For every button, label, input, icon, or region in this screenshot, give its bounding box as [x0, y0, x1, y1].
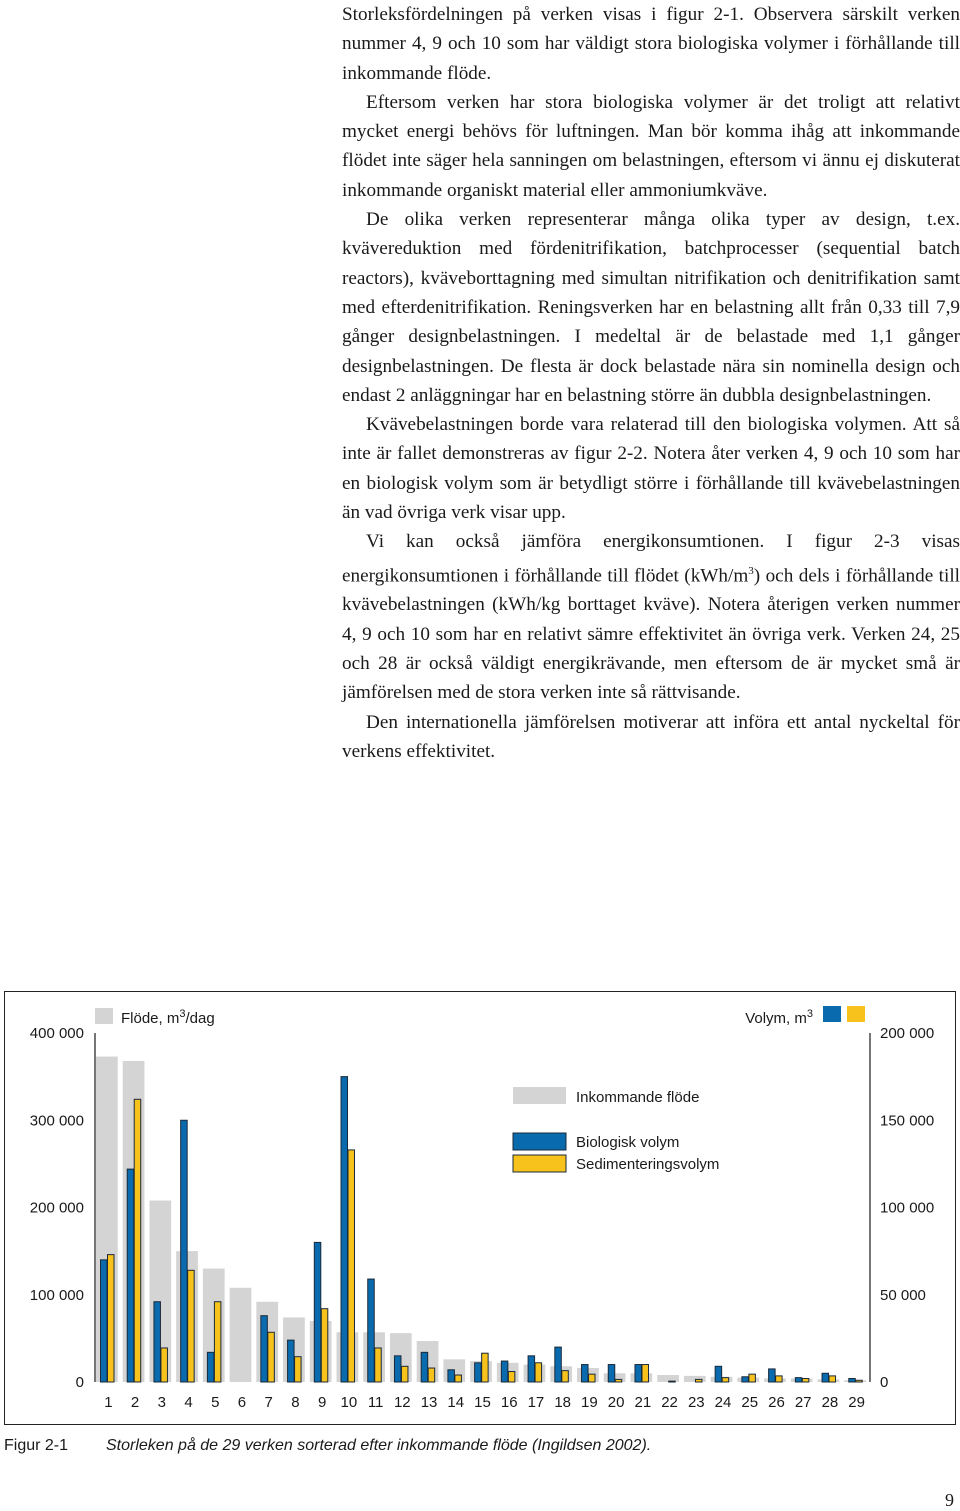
x-tick-label: 26 — [768, 1394, 785, 1411]
paragraph: Vi kan också jämföra energikonsumtionen. I figur 2-3 visas energikonsumtionen i förhållande till flödet $(kWh/m^3)$ och dels i förhållande till kvävebelastningen (kWh/kg borttaget kväve). Notera återigen verken nummer 4, 9 och 10 som har en relativt sämre effektivitet än övriga verk. Verken 24, 25 och 28 är också väldigt energikrävande, men eftersom de är mycket små är jämförelsen med de stora verken inte så rättvisande. — [342, 531, 960, 704]
bar-chart — [5, 992, 955, 1424]
bar-bio-29 — [849, 1379, 856, 1382]
x-tick-label: 13 — [420, 1394, 438, 1411]
bar-bio-27 — [795, 1378, 802, 1382]
paragraph: Kvävebelastningen borde vara relaterad till den biologiska volymen. Att så inte är fallet demonstreras av figur 2-2. Notera åter verken 4, 9 och 10 som har en biologisk volym som är betydligt större i förhållande till kvävebelastningen än vad övriga verk visar upp. — [342, 414, 960, 524]
x-tick-label: 2 — [130, 1394, 140, 1411]
bar-bio-10 — [341, 1077, 348, 1382]
bar-sed-28 — [829, 1376, 836, 1382]
bar-sed-7 — [268, 1332, 275, 1382]
left-tick-label: 300 000 — [29, 1112, 84, 1130]
right-tick-label: 50 000 — [880, 1286, 926, 1304]
paragraph: Storleksfördelningen på verken visas i figur 2-1. Observera särskilt verken nummer 4, 9 och 10 som har väldigt stora biologiska volymer i förhållande till inkommande flöde. — [342, 4, 960, 84]
bar-bio-16 — [501, 1361, 508, 1382]
paragraph: De olika verken representerar många olika typer av design, t.ex. kvävereduktion med fördenitrifikation, batchprocesser (sequential batch reactors), kväveborttagning med simultan nitrifikation och denitrifikation samt med efterdenitrifikation. Reningsverken har en belastning allt från 0,33 till 7,9 gånger designbelastningen. I medeltal är de belastade med 1,1 gånger designbelastningen. De flesta är dock belastade nära sin nominella design och endast 2 anläggningar har en belastning större än dubbla designbelastningen. — [342, 209, 960, 406]
page-number: 9 — [945, 1490, 954, 1510]
bar-sed-13 — [428, 1368, 435, 1382]
left-tick-label: 400 000 — [29, 1025, 84, 1042]
bar-sed-19 — [589, 1374, 596, 1382]
bar-bio-20 — [608, 1365, 615, 1382]
bar-sed-3 — [161, 1348, 168, 1382]
bar-bio-15 — [475, 1363, 482, 1382]
bar-bio-4 — [181, 1120, 188, 1382]
bar-bio-12 — [394, 1356, 401, 1382]
legend-swatch-bio — [513, 1133, 566, 1150]
bar-bio-14 — [448, 1370, 455, 1382]
bar-bio-11 — [368, 1279, 375, 1382]
right-tick-label: 0 — [880, 1374, 889, 1391]
right-axis-label: Volym, $m^3$ — [745, 1008, 813, 1027]
right-tick-label: 100 000 — [880, 1199, 935, 1217]
bar-bio-5 — [207, 1352, 214, 1382]
x-tick-label: 12 — [393, 1394, 411, 1411]
x-tick-label: 27 — [794, 1394, 812, 1411]
x-tick-label: 28 — [821, 1394, 839, 1411]
bar-bio-13 — [421, 1352, 428, 1382]
x-tick-label: 19 — [581, 1394, 598, 1411]
bar-sed-23 — [695, 1379, 702, 1382]
bar-sed-10 — [348, 1150, 355, 1382]
x-tick-label: 9 — [317, 1394, 327, 1411]
bar-bio-7 — [261, 1316, 268, 1382]
x-tick-label: 4 — [184, 1394, 193, 1411]
bar-sed-2 — [134, 1099, 141, 1382]
paragraph: Eftersom verken har stora biologiska volymer är det troligt att relativt mycket energi behövs för luftningen. Man bör komma ihåg att inkommande flödet inte säger hela sanningen om belastningen, eftersom vi ännu ej diskuterat inkommande organiskt material eller ammoniumkväve. — [342, 91, 960, 201]
x-tick-label: 14 — [447, 1394, 465, 1411]
x-tick-label: 24 — [714, 1394, 732, 1411]
bar-bio-2 — [127, 1169, 134, 1382]
legend-label-flow: Inkommande flöde — [576, 1089, 700, 1106]
bar-sed-5 — [214, 1302, 221, 1382]
flow-header-swatch — [95, 1008, 113, 1024]
bar-sed-11 — [375, 1348, 382, 1382]
bar-sed-4 — [188, 1270, 195, 1382]
bar-sed-18 — [562, 1371, 569, 1382]
bar-bio-24 — [715, 1366, 722, 1382]
left-axis-label: Flöde, $m^3$/dag — [121, 1008, 215, 1027]
legend-swatch-flow — [513, 1087, 566, 1104]
paragraph: Den internationella jämförelsen motiverar att införa ett antal nyckeltal för verkens effektivitet. — [342, 711, 960, 762]
x-tick-label: 22 — [661, 1394, 678, 1411]
x-tick-label: 20 — [607, 1394, 625, 1411]
x-tick-label: 11 — [367, 1394, 384, 1411]
x-tick-label: 15 — [474, 1394, 491, 1411]
x-tick-label: 6 — [237, 1394, 247, 1411]
bar-bio-1 — [101, 1260, 108, 1382]
legend-label-bio: Biologisk volym — [576, 1134, 680, 1151]
bar-sed-12 — [401, 1366, 408, 1382]
bar-sed-22 — [669, 1381, 676, 1382]
bar-sed-26 — [776, 1376, 783, 1382]
bar-sed-14 — [455, 1375, 462, 1382]
x-tick-label: 18 — [554, 1394, 572, 1411]
bar-sed-20 — [615, 1379, 622, 1382]
bar-sed-17 — [535, 1363, 542, 1382]
bio-header-swatch — [823, 1006, 841, 1022]
x-tick-label: 29 — [848, 1394, 865, 1411]
x-tick-label: 16 — [500, 1394, 518, 1411]
figure-chart-frame — [4, 991, 956, 1425]
bar-bio-18 — [555, 1347, 562, 1382]
bar-sed-24 — [722, 1378, 729, 1382]
bar-sed-15 — [482, 1353, 489, 1382]
bar-sed-29 — [856, 1380, 863, 1382]
sed-header-swatch — [847, 1006, 865, 1022]
bar-bio-17 — [528, 1356, 535, 1382]
x-tick-label: 23 — [687, 1394, 705, 1411]
left-tick-label: 100 000 — [29, 1286, 84, 1304]
x-tick-label: 8 — [291, 1394, 300, 1411]
bar-bio-21 — [635, 1365, 642, 1382]
bar-bio-28 — [822, 1373, 829, 1382]
body-text — [342, 0, 960, 766]
bar-sed-1 — [108, 1255, 115, 1382]
x-tick-label: 25 — [741, 1394, 759, 1411]
x-tick-label: 7 — [264, 1394, 273, 1411]
bar-bio-26 — [769, 1369, 776, 1382]
bar-bio-9 — [314, 1242, 321, 1382]
bar-bio-3 — [154, 1302, 161, 1382]
legend-swatch-sed — [513, 1155, 566, 1172]
bar-sed-9 — [321, 1309, 328, 1382]
right-tick-label: 200 000 — [880, 1025, 935, 1042]
bar-bio-25 — [742, 1377, 749, 1382]
bar-sed-25 — [749, 1374, 756, 1382]
x-tick-label: 21 — [634, 1394, 652, 1411]
left-tick-label: 0 — [75, 1374, 84, 1391]
bar-bio-8 — [288, 1340, 295, 1382]
bar-flow-6 — [230, 1288, 252, 1382]
x-tick-label: 17 — [527, 1394, 545, 1411]
left-tick-label: 200 000 — [29, 1199, 84, 1217]
bar-bio-19 — [582, 1365, 589, 1382]
figure-caption: Storleken på de 29 verken sorterad efter inkommande flöde (Ingildsen 2002). — [106, 1437, 652, 1454]
x-tick-label: 1 — [104, 1394, 113, 1411]
bar-sed-21 — [642, 1365, 649, 1382]
right-tick-label: 150 000 — [880, 1112, 935, 1130]
x-tick-label: 10 — [340, 1394, 358, 1411]
bar-sed-16 — [508, 1372, 515, 1382]
legend-label-sed: Sedimenteringsvolym — [576, 1156, 720, 1173]
bar-sed-27 — [802, 1379, 809, 1382]
figure-label: Figur 2-1 — [4, 1437, 69, 1454]
x-tick-label: 3 — [157, 1394, 166, 1411]
x-tick-label: 5 — [211, 1394, 220, 1411]
bar-sed-8 — [295, 1357, 302, 1382]
